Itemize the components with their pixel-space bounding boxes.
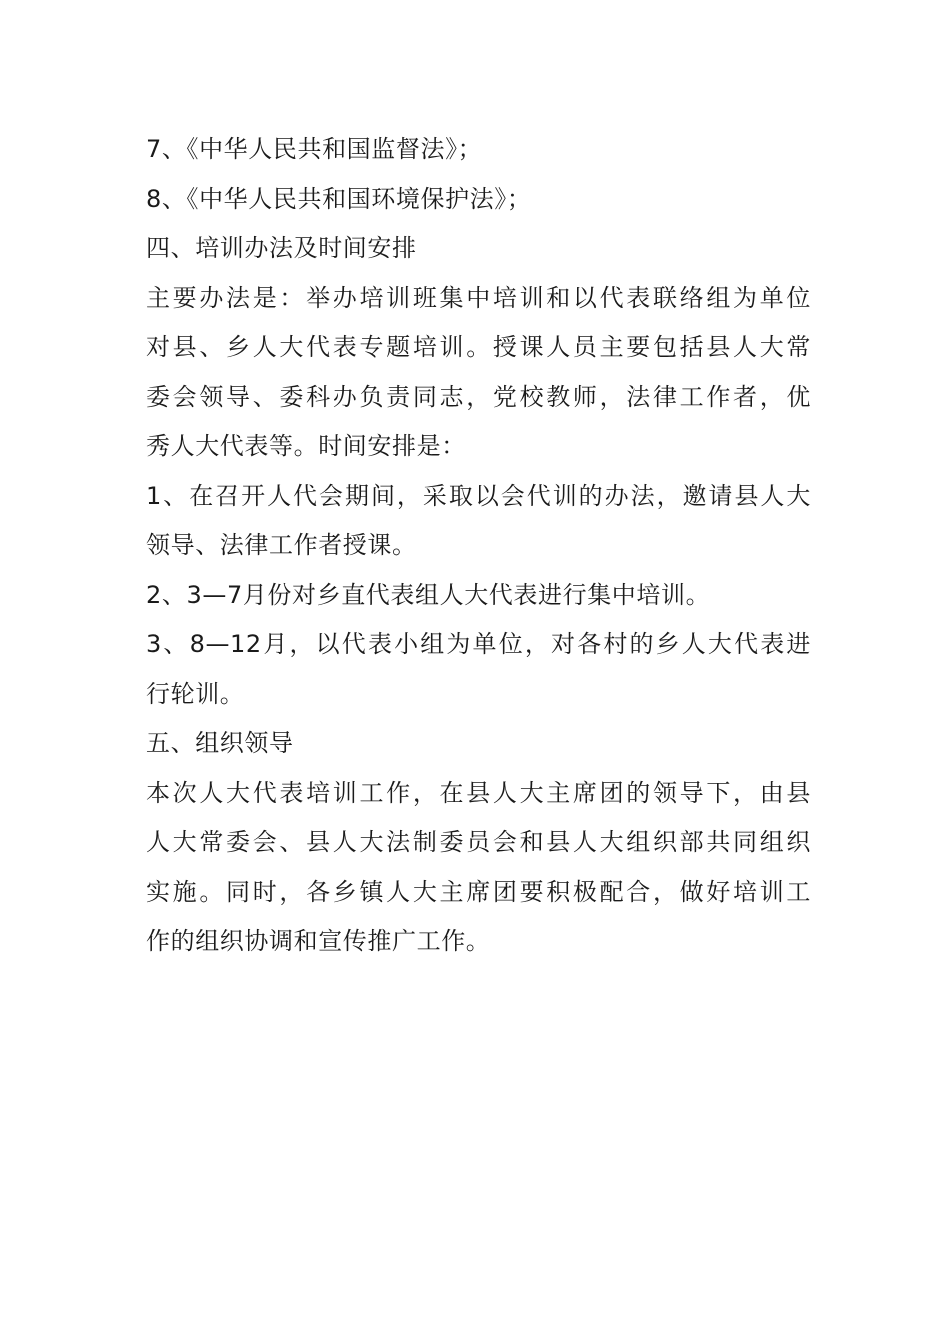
schedule-item-3: 3、8—12月，以代表小组为单位，对各村的乡人大代表进 [146, 630, 811, 658]
paragraph-line: 对县、乡人大代表专题培训。授课人员主要包括县人大常 [146, 333, 811, 361]
paragraph-line: 秀人大代表等。时间安排是： [146, 432, 466, 460]
document-body [146, 125, 811, 967]
paragraph-line: 人大常委会、县人大法制委员会和县人大组织部共同组织 [146, 828, 811, 856]
paragraph-line: 作的组织协调和宣传推广工作。 [146, 927, 491, 955]
paragraph-line: 主要办法是：举办培训班集中培训和以代表联络组为单位 [146, 283, 811, 312]
law-item-8: 8、《中华人民共和国环境保护法》； [146, 184, 532, 213]
paragraph-line: 实施。同时，各乡镇人大主席团要积极配合，做好培训工 [146, 877, 811, 906]
schedule-item-1-cont: 领导、法律工作者授课。 [146, 531, 417, 559]
law-item-7: 7、《中华人民共和国监督法》； [146, 135, 483, 163]
schedule-item-1: 1、在召开人代会期间，采取以会代训的办法，邀请县人大 [146, 481, 811, 510]
paragraph-line: 委会领导、委科办负责同志，党校教师，法律工作者，优 [146, 382, 811, 411]
paragraph-line: 本次人大代表培训工作，在县人大主席团的领导下，由县 [146, 778, 811, 807]
schedule-item-3-cont: 行轮训。 [146, 679, 245, 708]
section-heading-organization: 五、组织领导 [146, 729, 294, 757]
section-heading-training-methods: 四、培训办法及时间安排 [146, 234, 417, 262]
schedule-item-2: 2、3—7月份对乡直代表组人大代表进行集中培训。 [146, 580, 711, 609]
